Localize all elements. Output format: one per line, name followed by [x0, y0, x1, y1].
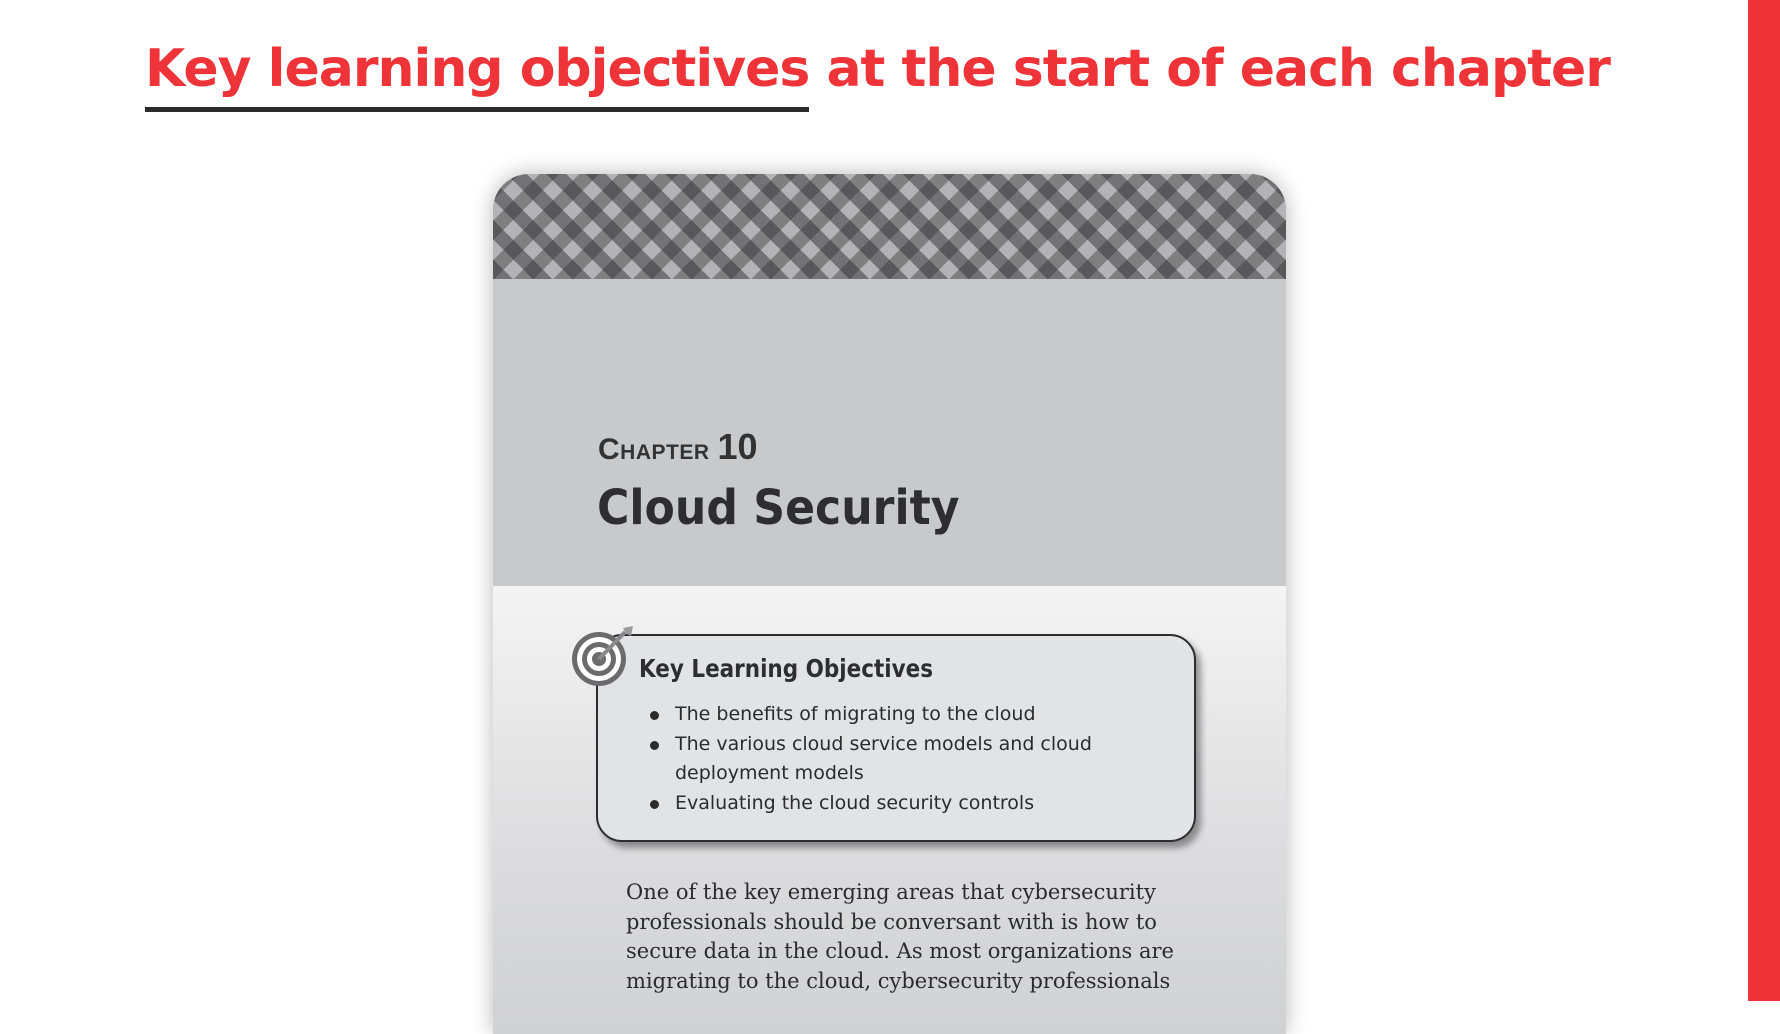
objective-item: Evaluating the cloud security controls — [648, 789, 1188, 819]
bullet-icon — [650, 741, 659, 750]
objective-item: The benefits of migrating to the cloud — [648, 700, 1188, 730]
slide-headline — [0, 34, 1755, 112]
book-page — [493, 174, 1286, 1034]
objectives-title: Key Learning Objectives — [639, 654, 934, 683]
chapter-word: Chapter — [598, 433, 710, 466]
accent-bar — [1748, 0, 1780, 1001]
bullet-icon — [650, 800, 659, 809]
page-header-pattern — [493, 174, 1286, 279]
objective-item: The various cloud service models and cloud deployment models — [648, 730, 1188, 789]
headline-underlined-text: Key learning objectives — [145, 39, 809, 112]
headline-rest-text: at the start of each chapter — [809, 39, 1610, 99]
chapter-label — [598, 426, 758, 468]
chapter-intro-paragraph: One of the key emerging areas that cybersecurity professionals should be conversant with is how to secure data in the cloud. As most organizations are migrating to the cloud, cybersecurity professionals — [626, 880, 1174, 993]
bullet-icon — [650, 711, 659, 720]
objectives-list — [648, 700, 1188, 818]
target-icon — [571, 623, 635, 687]
chapter-number: 10 — [717, 426, 758, 467]
chapter-title: Cloud Security — [597, 480, 960, 536]
